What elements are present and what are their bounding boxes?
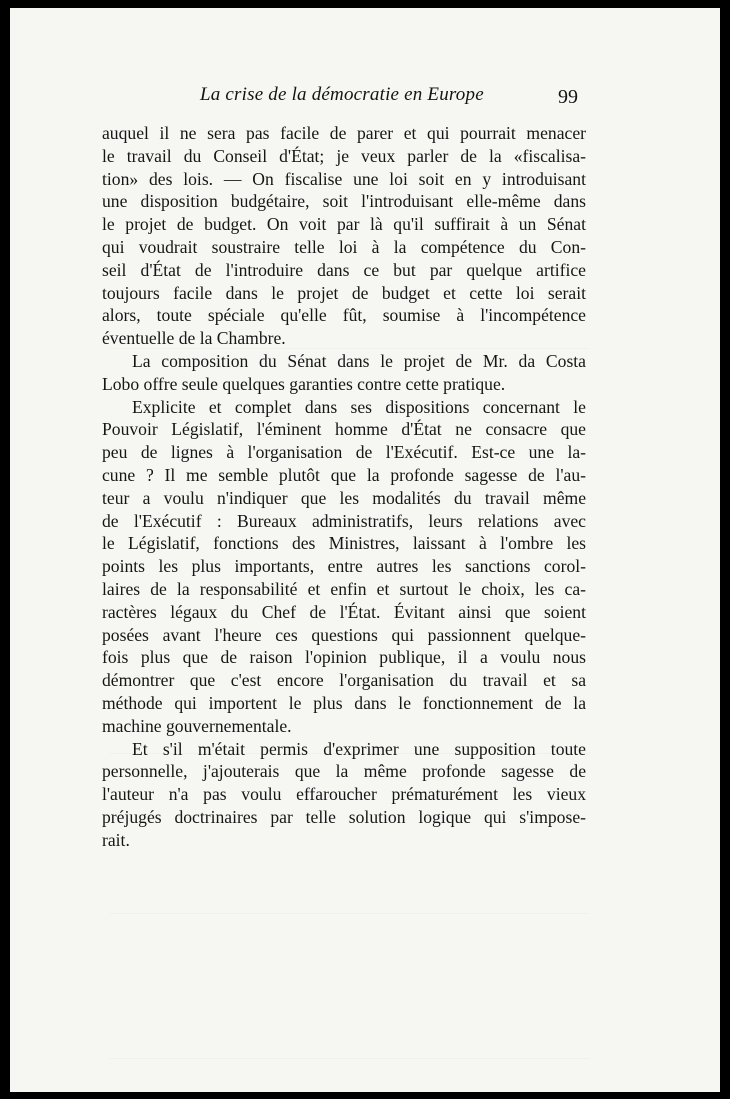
text-line: méthode qui importent le plus dans le fonctionnement de la bbox=[102, 692, 586, 713]
body-text bbox=[102, 122, 586, 852]
text-line: Explicite et complet dans ses dispositions concernant le bbox=[132, 396, 586, 417]
text-line: toujours facile dans le projet de budget et cette loi serait bbox=[102, 282, 586, 303]
text-line: de l'Exécutif : Bureaux administratifs, leurs relations avec bbox=[102, 510, 586, 531]
text-line: teur a voulu n'indiquer que les modalités du travail même bbox=[102, 487, 586, 508]
show-through-line bbox=[110, 913, 590, 914]
text-line: personnelle, j'ajouterais que la même profonde sagesse de bbox=[102, 761, 586, 782]
page-number: 99 bbox=[558, 86, 578, 108]
text-line: cune ? Il me semble plutôt que la profonde sagesse de l'au- bbox=[102, 464, 586, 485]
text-line: seil d'État de l'introduire dans ce but par quelque artifice bbox=[102, 259, 586, 280]
text-line: Lobo offre seule quelques garanties contre cette pratique. bbox=[102, 373, 506, 394]
book-page bbox=[10, 8, 720, 1092]
text-line: points les plus importants, entre autres les sanctions corol- bbox=[102, 556, 586, 577]
text-line: laires de la responsabilité et enfin et surtout le choix, les ca- bbox=[102, 578, 586, 599]
show-through-line bbox=[110, 1058, 590, 1059]
text-line: auquel il ne sera pas facile de parer et qui pourrait menacer bbox=[102, 123, 586, 143]
text-line: le travail du Conseil d'État; je veux parler de la «fiscalisa- bbox=[102, 145, 586, 166]
text-line: démontrer que c'est encore l'organisation du travail et sa bbox=[102, 670, 586, 691]
text-line: posées avant l'heure ces questions qui passionnent quelque- bbox=[102, 624, 586, 645]
text-line: qui voudrait soustraire telle loi à la compétence du Con- bbox=[102, 236, 586, 257]
running-title: La crise de la démocratie en Europe bbox=[200, 84, 484, 105]
page-header bbox=[10, 80, 720, 114]
paragraph-2 bbox=[102, 350, 586, 396]
paragraph-4 bbox=[102, 738, 586, 852]
text-line: le projet de budget. On voit par là qu'il suffirait à un Sénat bbox=[102, 214, 586, 235]
text-line: peu de lignes à l'organisation de l'Exécutif. Est-ce une la- bbox=[102, 442, 586, 463]
text-line: ractères légaux du Chef de l'État. Évitant ainsi que soient bbox=[102, 601, 586, 622]
text-line: machine gouvernementale. bbox=[102, 715, 292, 736]
text-line: le Législatif, fonctions des Ministres, laissant à l'ombre les bbox=[102, 533, 586, 554]
text-line: éventuelle de la Chambre. bbox=[102, 328, 286, 349]
text-line: une disposition budgétaire, soit l'introduisant elle-même dans bbox=[102, 191, 586, 212]
text-line: rait. bbox=[102, 829, 130, 850]
text-line: Et s'il m'était permis d'exprimer une supposition toute bbox=[132, 738, 586, 759]
text-line: tion» des lois. — On fiscalise une loi soit en y introduisant bbox=[102, 168, 586, 189]
text-line: fois plus que de raison l'opinion publique, il a voulu nous bbox=[102, 647, 586, 668]
text-line: préjugés doctrinaires par telle solution logique qui s'impose- bbox=[102, 806, 586, 827]
paragraph-1 bbox=[102, 122, 586, 350]
paragraph-3 bbox=[102, 396, 586, 738]
text-line: alors, toute spéciale qu'elle fût, soumise à l'incompétence bbox=[102, 305, 586, 326]
text-line: l'auteur n'a pas voulu effaroucher prématurément les vieux bbox=[102, 784, 586, 805]
text-line: Pouvoir Législatif, l'éminent homme d'État ne consacre que bbox=[102, 419, 586, 440]
text-line: La composition du Sénat dans le projet de Mr. da Costa bbox=[132, 350, 586, 371]
